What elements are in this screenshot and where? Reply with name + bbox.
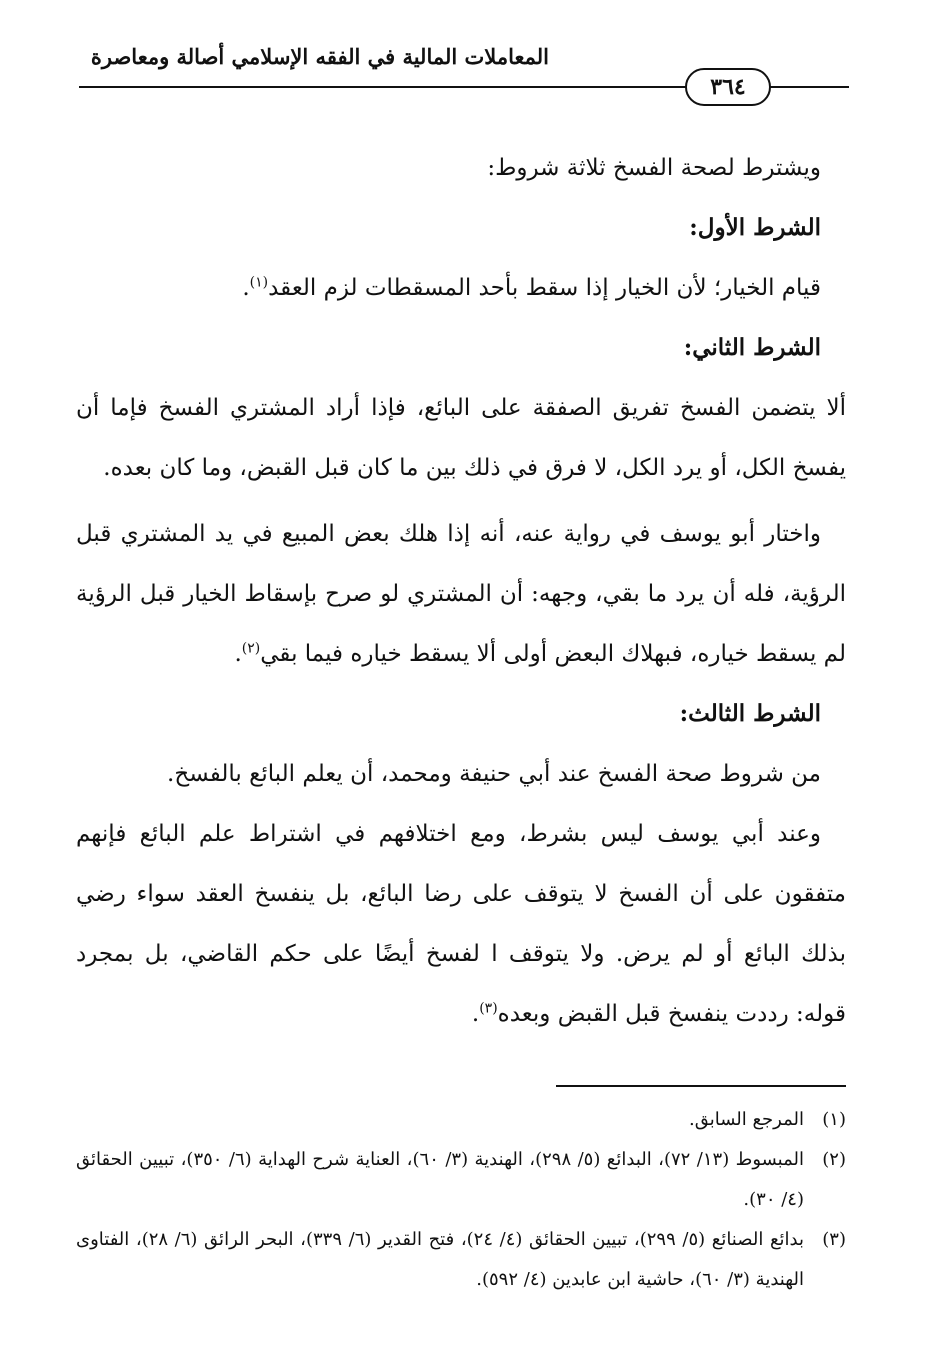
consensus-end: . xyxy=(471,1001,480,1027)
condition-1-paragraph xyxy=(76,258,846,318)
abu-yusuf-end: . xyxy=(234,641,242,667)
footnote-item xyxy=(76,1220,846,1300)
abu-yusuf-paragraph xyxy=(76,504,846,684)
footnote-text: بدائع الصنائع (٥/ ٢٩٩)، تبيين الحقائق (٤/ ٢٤)، فتح القدير (٦/ ٣٣٩)، البحر الرائق (٦/ ٢٨)، الفتاوى الهندية (٣/ ٦٠)، حاشية ابن عابدين (٤/ ٥٩٢). xyxy=(76,1229,804,1290)
condition-1-end: . xyxy=(242,275,250,301)
footnote-ref-2: (٢) xyxy=(241,640,261,657)
consensus-text: وعند أبي يوسف ليس بشرط، ومع اختلافهم في اشتراط علم البائع فإنهم متفقون على أن الفسخ لا يتوقف على رضا البائع، بل ينفسخ العقد سواء رضي بذلك البائع أو لم يرض. ولا يتوقف ا لفسخ أيضًا على حكم القاضي، بل بمجرد قوله: رددت ينفسخ قبل القبض وبعده xyxy=(76,821,846,1027)
condition-3-paragraph: من شروط صحة الفسخ عند أبي حنيفة ومحمد، أن يعلم البائع بالفسخ. xyxy=(167,761,821,787)
main-text xyxy=(76,138,846,1044)
condition-1-text: قيام الخيار؛ لأن الخيار إذا سقط بأحد المسقطات لزم العقد xyxy=(268,275,821,301)
page-number-badge: ٣٦٤ xyxy=(685,68,771,106)
footnote-ref-3: (٣) xyxy=(479,1000,498,1017)
condition-2-heading: الشرط الثاني: xyxy=(683,334,821,361)
footnote-list xyxy=(76,1100,846,1300)
page-header xyxy=(79,40,849,110)
running-title: المعاملات المالية في الفقه الإسلامي أصالة ومعاصرة xyxy=(90,44,549,69)
intro-paragraph: ويشترط لصحة الفسخ ثلاثة شروط: xyxy=(487,155,821,181)
condition-2-paragraph: ألا يتضمن الفسخ تفريق الصفقة على البائع، فإذا أراد المشتري الفسخ فإما أن يفسخ الكل، أو يرد الكل، لا فرق في ذلك بين ما كان قبل القبض، وما كان بعده. xyxy=(76,395,846,481)
footnote-text: المرجع السابق. xyxy=(688,1109,804,1130)
footnote-number: (٣) xyxy=(822,1229,846,1250)
footnote-item xyxy=(76,1100,846,1140)
condition-3-heading: الشرط الثالث: xyxy=(679,700,821,727)
footnote-item xyxy=(76,1140,846,1220)
condition-1-heading: الشرط الأول: xyxy=(689,214,821,241)
footnotes-section xyxy=(76,1100,846,1300)
footnote-ref-1: (١) xyxy=(249,274,269,291)
footnote-separator xyxy=(556,1085,846,1087)
consensus-paragraph xyxy=(76,804,846,1044)
abu-yusuf-text: واختار أبو يوسف في رواية عنه، أنه إذا هلك بعض المبيع في يد المشتري قبل الرؤية، فله أن يرد ما بقي، وجهه: أن المشتري لو صرح بإسقاط الخيار قبل الرؤية لم يسقط خياره، فبهلاك البعض أولى ألا يسقط خياره فيما بقي xyxy=(76,521,846,667)
footnote-text: المبسوط (١٣/ ٧٢)، البدائع (٥/ ٢٩٨)، الهندية (٣/ ٦٠)، العناية شرح الهداية (٦/ ٣٥٠)، تبيين الحقائق (٤/ ٣٠). xyxy=(76,1149,805,1210)
footnote-number: (٢) xyxy=(822,1149,846,1170)
footnote-number: (١) xyxy=(822,1109,846,1130)
